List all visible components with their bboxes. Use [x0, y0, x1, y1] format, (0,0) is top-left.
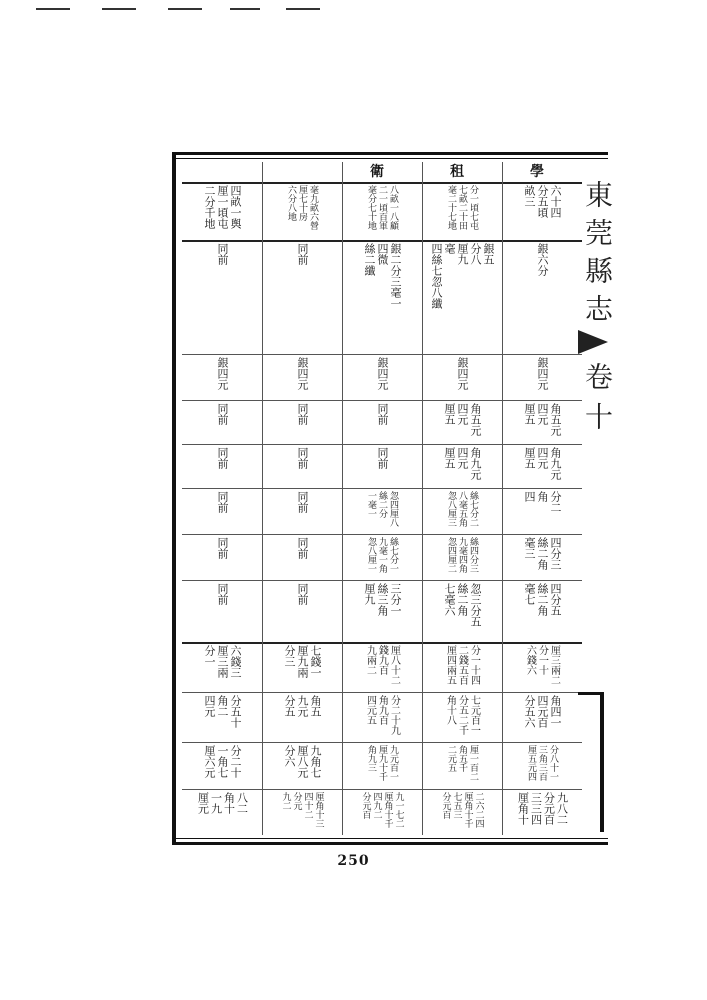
cell-line: 銀六分 [536, 243, 549, 276]
cell-line: 絲二分 [377, 491, 387, 518]
cell-line: 忽八厘三 [446, 491, 456, 527]
table-cell [182, 403, 262, 442]
cell-line: 分二十九 [388, 695, 400, 735]
cell-line: 二一頃百軍 [377, 185, 387, 230]
cell-line: 六十四 [549, 185, 562, 218]
cell-line: 厘角十千 [382, 792, 393, 828]
cell-line: 四畝一舆 [229, 185, 242, 229]
cell-line: 八毫五角 [457, 491, 467, 527]
table-cell [342, 357, 422, 398]
cell-line: 分五六 [523, 695, 536, 728]
column-header [262, 162, 342, 182]
table-column [182, 162, 262, 835]
table-cell [502, 645, 582, 690]
cell-line: 厘九 [456, 243, 469, 265]
cell-line: 同前 [296, 403, 309, 425]
table-column [342, 162, 422, 835]
cell-line: 銀四元 [376, 357, 389, 390]
cell-line: 二元五 [446, 745, 456, 772]
cell-line: 銀四元 [296, 357, 309, 390]
cell-line: 九二 [280, 792, 291, 810]
cell-line: 銀四元 [536, 357, 549, 390]
cell-line: 毫七 [523, 583, 536, 605]
cell-line: 三三四 [529, 792, 543, 825]
cell-line: 四微 [376, 243, 389, 265]
table-cell [422, 792, 502, 833]
margin-strip [578, 152, 618, 845]
margin-bracket [578, 692, 602, 695]
table-cell [262, 745, 342, 787]
cell-line: 毫三 [523, 537, 536, 559]
table-cell [502, 357, 582, 398]
table-cell [262, 185, 342, 238]
cell-line: 九毫四角 [457, 537, 467, 573]
cell-line: 四元五 [364, 695, 376, 725]
cell-line: 六錢三 [229, 645, 242, 678]
cell-line: 同前 [216, 403, 229, 425]
cell-line: 同前 [216, 583, 229, 605]
table-cell [182, 583, 262, 640]
table-cell [342, 243, 422, 352]
cell-line: 厘九 [363, 583, 376, 605]
cell-line: 絲二角 [536, 583, 549, 616]
cell-line: 忽三分五 [469, 583, 482, 627]
cell-line: 分一頃七屯 [468, 185, 478, 230]
table-cell [422, 447, 502, 486]
column-header [502, 162, 582, 182]
cell-line: 一毫一 [366, 491, 376, 518]
table-cell [422, 537, 502, 578]
cell-line: 厘三兩二 [548, 645, 560, 685]
cell-line: 分二 [549, 491, 562, 513]
cell-line: 四元 [536, 403, 549, 425]
table-cell [262, 243, 342, 352]
cell-line: 角五元 [549, 403, 562, 436]
table-cell [342, 537, 422, 578]
cell-line: 忽四厘八 [388, 491, 398, 527]
cell-line: 九兩二 [364, 645, 376, 675]
cell-line: 同前 [376, 447, 389, 469]
column-header [422, 162, 502, 182]
cell-line: 銀五 [482, 243, 495, 265]
cell-line: 厘元 [196, 792, 210, 814]
cell-line: 分五十 [229, 695, 242, 728]
cell-line: 厘八元 [296, 745, 309, 778]
table-cell [262, 491, 342, 532]
cell-line: 絲七分二 [468, 491, 478, 527]
cell-line: 九一七二 [393, 792, 404, 828]
table-cell [502, 447, 582, 486]
cell-line: 厘五 [523, 447, 536, 469]
cell-line: 同前 [376, 403, 389, 425]
table-cell [342, 792, 422, 833]
table-cell [422, 491, 502, 532]
cell-line: 九元百一 [388, 745, 398, 781]
page-frame [172, 152, 608, 845]
table-cell [182, 491, 262, 532]
cell-line: 厘五元四 [526, 745, 536, 781]
table-cell [182, 185, 262, 238]
table-cell [422, 745, 502, 787]
cell-line: 厘一頃屯 [216, 185, 229, 229]
cell-line: 八二 [235, 792, 249, 814]
table-cell [342, 491, 422, 532]
table-cell [182, 447, 262, 486]
frame-left-rule [172, 152, 176, 845]
page-number: 250 [337, 853, 370, 869]
cell-line: 分五二千 [456, 695, 468, 735]
cell-line: 同前 [296, 447, 309, 469]
volume-label: 卷十 [581, 362, 614, 442]
table-cell [262, 403, 342, 442]
frame-bottom-rule [172, 842, 608, 845]
cell-line: 同前 [216, 491, 229, 513]
table-column [262, 162, 342, 835]
table-cell [262, 447, 342, 486]
header-dash [230, 8, 260, 10]
cell-line: 畝三 [523, 185, 536, 207]
cell-line: 七畝二十田 [457, 185, 467, 230]
table-cell [182, 645, 262, 690]
table-cell [422, 403, 502, 442]
cell-line: 角十八 [444, 695, 456, 725]
cell-line: 同前 [296, 583, 309, 605]
table-cell [502, 745, 582, 787]
fishtail-mark [578, 330, 608, 354]
cell-line: 分元百 [542, 792, 556, 825]
cell-line: 同前 [216, 537, 229, 559]
table-cell [182, 357, 262, 398]
cell-line: 四絲七忽八纖 [430, 243, 443, 309]
cell-line: 厘三兩 [216, 645, 229, 678]
table-cell [342, 583, 422, 640]
cell-line: 分元百 [360, 792, 371, 819]
cell-line: 一九 [209, 792, 223, 814]
cell-line: 毫 [443, 243, 456, 254]
column-header-label: 租 [450, 163, 474, 180]
cell-line: 分二十 [229, 745, 242, 778]
cell-line: 角九三 [366, 745, 376, 772]
cell-line: 厘角十 [516, 792, 530, 825]
table-column [422, 162, 502, 835]
cell-line: 七五三 [451, 792, 462, 819]
cell-line: 毫分七十地 [366, 185, 376, 230]
header-dash [102, 8, 136, 10]
cell-line: 二六二四 [473, 792, 484, 828]
cell-line: 角四一 [549, 695, 562, 728]
column-header-label: 衛 [370, 163, 394, 180]
margin-bar [600, 692, 604, 832]
cell-line: 厘五 [443, 403, 456, 425]
table-column [502, 162, 582, 835]
cell-line: 四分五 [549, 583, 562, 616]
cell-line: 三角三百 [537, 745, 547, 781]
cell-line: 九元 [296, 695, 309, 717]
cell-line: 毫九畝六營 [308, 185, 318, 230]
table-cell [342, 695, 422, 740]
column-header [342, 162, 422, 182]
cell-line: 絲二角 [456, 583, 469, 616]
cell-line: 分五頃 [536, 185, 549, 218]
table-cell [422, 243, 502, 352]
tax-rate-table [182, 162, 582, 835]
cell-line: 四分三 [549, 537, 562, 570]
table-cell [262, 537, 342, 578]
cell-line: 厘角十千 [462, 792, 473, 828]
cell-line: 毫二十七地 [446, 185, 456, 230]
cell-line: 同前 [216, 447, 229, 469]
cell-line: 角二 [216, 695, 229, 717]
cell-line: 厘八十二 [388, 645, 400, 685]
cell-line: 錢九百 [376, 645, 388, 675]
frame-top-rule [172, 152, 608, 155]
cell-line: 絲七分一 [388, 537, 398, 573]
table-cell [342, 645, 422, 690]
table-cell [502, 792, 582, 833]
frame-bottom-rule-thin [172, 838, 608, 839]
cell-line: 絲二角 [536, 537, 549, 570]
cell-line: 忽八厘一 [366, 537, 376, 573]
cell-line: 一角七 [216, 745, 229, 778]
table-cell [502, 403, 582, 442]
cell-line: 分八十一 [548, 745, 558, 781]
table-cell [502, 583, 582, 640]
table-cell [342, 185, 422, 238]
cell-line: 絲二纖 [363, 243, 376, 276]
table-cell [422, 357, 502, 398]
cell-line: 分八 [469, 243, 482, 265]
cell-line: 分一十四 [468, 645, 480, 685]
table-cell [262, 583, 342, 640]
cell-line: 四十二 [302, 792, 313, 819]
cell-line: 同前 [216, 243, 229, 265]
cell-line: 角五千 [457, 745, 467, 772]
cell-line: 厘四兩五 [444, 645, 456, 685]
book-title: 東莞縣志 [581, 180, 614, 332]
cell-line: 角 [536, 491, 549, 502]
cell-line: 同前 [296, 243, 309, 265]
cell-line: 厘五 [523, 403, 536, 425]
cell-line: 銀四元 [216, 357, 229, 390]
cell-line: 厘五 [443, 447, 456, 469]
cell-line: 七毫六 [443, 583, 456, 616]
cell-line: 四元 [456, 403, 469, 425]
column-header [182, 162, 262, 182]
table-cell [182, 537, 262, 578]
table-cell [342, 745, 422, 787]
cell-line: 同前 [296, 537, 309, 559]
cell-line: 厘七十房 [297, 185, 307, 221]
table-cell [422, 695, 502, 740]
table-cell [422, 645, 502, 690]
frame-top-rule-thin [172, 158, 608, 159]
cell-line: 六分八地 [286, 185, 296, 221]
cell-line: 銀二分三毫一 [389, 243, 402, 309]
cell-line: 九八二 [555, 792, 569, 825]
table-cell [182, 792, 262, 833]
table-cell [422, 185, 502, 238]
cell-line: 角九百 [376, 695, 388, 725]
column-header-label: 學 [530, 163, 554, 180]
cell-line: 厘角十三 [313, 792, 324, 828]
cell-line: 角十 [222, 792, 236, 814]
cell-line: 絲四分三 [468, 537, 478, 573]
cell-line: 四元 [203, 695, 216, 717]
header-dash [36, 8, 70, 10]
cell-line: 分一十 [536, 645, 548, 675]
table-cell [342, 403, 422, 442]
cell-line: 二錢五百 [456, 645, 468, 685]
cell-line: 厘一百二 [468, 745, 478, 781]
cell-line: 銀四元 [456, 357, 469, 390]
cell-line: 分五 [283, 695, 296, 717]
cell-line: 四元百 [536, 695, 549, 728]
cell-line: 四九二 [371, 792, 382, 819]
cell-line: 九角七 [309, 745, 322, 778]
cell-line: 分一 [203, 645, 216, 667]
cell-line: 角五元 [469, 403, 482, 436]
table-cell [262, 645, 342, 690]
cell-line: 分六 [283, 745, 296, 767]
cell-line: 忽四厘二 [446, 537, 456, 573]
cell-line: 角九元 [549, 447, 562, 480]
table-cell [262, 792, 342, 833]
table-cell [422, 583, 502, 640]
cell-line: 三分一 [389, 583, 402, 616]
cell-line: 絲三角 [376, 583, 389, 616]
header-dash [168, 8, 202, 10]
cell-line: 二分千地 [203, 185, 216, 229]
table-cell [182, 243, 262, 352]
cell-line: 七元百一 [468, 695, 480, 735]
cell-line: 六錢六 [524, 645, 536, 675]
table-cell [182, 695, 262, 740]
cell-line: 厘九兩 [296, 645, 309, 678]
table-cell [342, 447, 422, 486]
cell-line: 角九元 [469, 447, 482, 480]
table-cell [502, 537, 582, 578]
cell-line: 厘六元 [203, 745, 216, 778]
cell-line: 四 [523, 491, 536, 502]
table-cell [182, 745, 262, 787]
cell-line: 七錢一 [309, 645, 322, 678]
table-cell [502, 695, 582, 740]
table-cell [502, 185, 582, 238]
table-cell [262, 357, 342, 398]
cell-line: 四元 [456, 447, 469, 469]
cell-line: 厘九十千 [377, 745, 387, 781]
cell-line: 四元 [536, 447, 549, 469]
header-dash [286, 8, 320, 10]
cell-line: 八畝一八顧 [388, 185, 398, 230]
table-cell [502, 243, 582, 352]
table-cell [502, 491, 582, 532]
cell-line: 分三 [283, 645, 296, 667]
cell-line: 角五 [309, 695, 322, 717]
cell-line: 同前 [296, 491, 309, 513]
table-cell [262, 695, 342, 740]
cell-line: 分元百 [440, 792, 451, 819]
cell-line: 九毫一角 [377, 537, 387, 573]
cell-line: 分元 [291, 792, 302, 810]
